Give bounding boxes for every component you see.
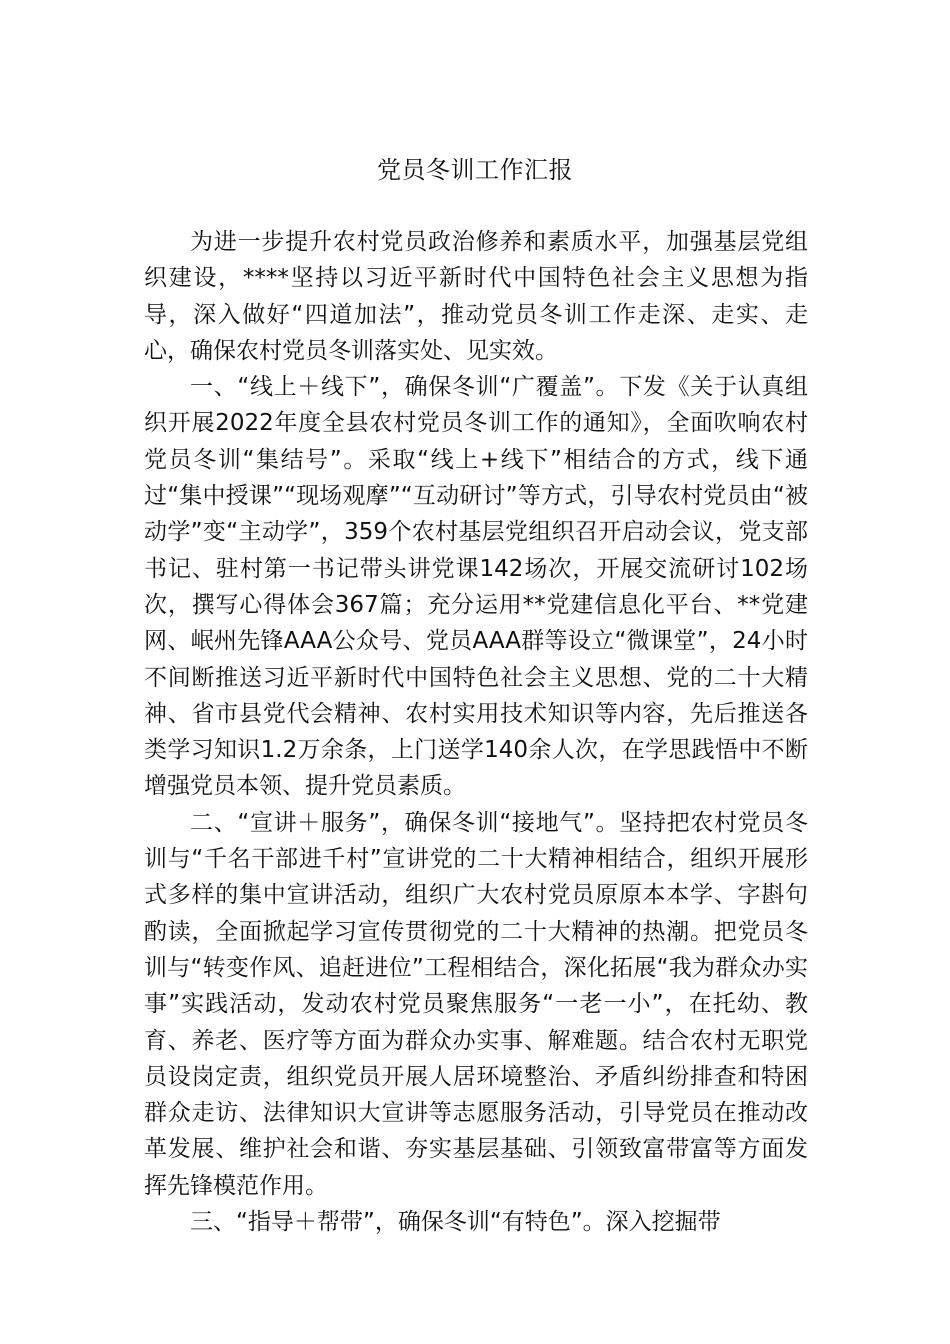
- paragraph-section-3: 三、“指导＋帮带”，确保冬训“有特色”。深入挖掘带: [190, 1209, 721, 1236]
- document-body: [144, 224, 808, 1240]
- paragraph-intro: 为进一步提升农村党员政治修养和素质水平，加强基层党组织建设，****坚持以习近平新时代中国特色社会主义思想为指导，深入做好“四道加法”，推动党员冬训工作走深、走实、走心，确保农村党员冬训落实处、见实效。: [144, 229, 808, 364]
- paragraph-section-2: 二、“宣讲＋服务”，确保冬训“接地气”。坚持把农村党员冬训与“千名干部进千村”宣讲党的二十大精神相结合，组织开展形式多样的集中宣讲活动，组织广大农村党员原原本本学、字斟句酌读，全面掀起学习宣传贯彻党的二十大精神的热潮。把党员冬训与“转变作风、追赶进位”工程相结合，深化拓展“我为群众办实事”实践活动，发动农村党员聚焦服务“一老一小”，在托幼、教育、养老、医疗等方面为群众办实事、解难题。结合农村无职党员设岗定责，组织党员开展人居环境整治、矛盾纠纷排查和特困群众走访、法律知识大宣讲等志愿服务活动，引导党员在推动改革发展、维护社会和谐、夯实基层基础、引领致富带富等方面发挥先锋模范作用。: [144, 809, 808, 1199]
- document-title: 党员冬训工作汇报: [377, 156, 573, 184]
- paragraph-section-1: 一、“线上＋线下”，确保冬训“广覆盖”。下发《关于认真组织开展2022年度全县农村党员冬训工作的通知》，全面吹响农村党员冬训“集结号”。采取“线上+线下”相结合的方式，线下通过“集中授课”“现场观摩”“互动研讨”等方式，引导农村党员由“被动学”变“主动学”，359个农村基层党组织召开启动会议，党支部书记、驻村第一书记带头讲党课142场次，开展交流研讨102场次，撰写心得体会367篇；充分运用**党建信息化平台、**党建网、岷州先锋AAA公众号、党员AAA群等设立“微课堂”，24小时不间断推送习近平新时代中国特色社会主义思想、党的二十大精神、省市县党代会精神、农村实用技术知识等内容，先后推送各类学习知识1.2万余条，上门送学140余人次，在学思践悟中不断增强党员本领、提升党员素质。: [144, 374, 808, 800]
